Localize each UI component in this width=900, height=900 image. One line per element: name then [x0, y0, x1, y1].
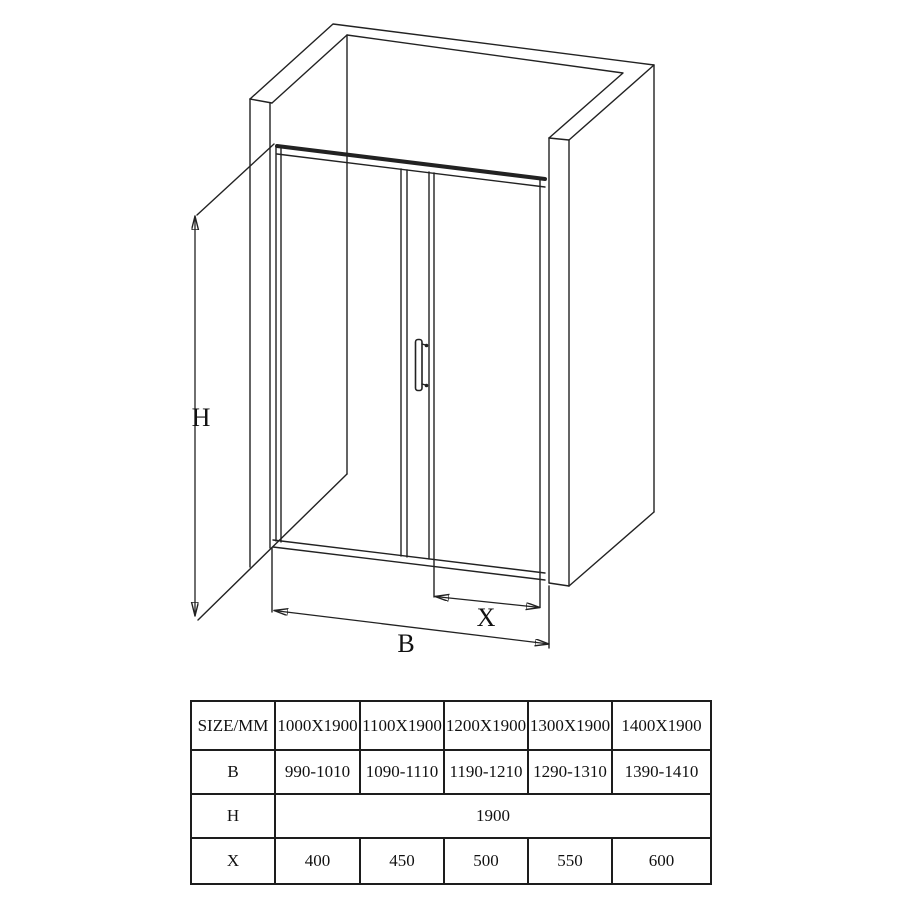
row-label-cell: H: [191, 794, 275, 838]
table-cell: 1900: [275, 794, 711, 838]
top-header-frame: [250, 24, 654, 140]
table-cell: 990-1010: [275, 750, 360, 794]
table-cell: 600: [612, 838, 711, 884]
table-row-b: [191, 750, 711, 794]
table-cell: 1190-1210: [444, 750, 528, 794]
dimension-x: [435, 597, 540, 633]
left-wall-panel: [250, 99, 270, 567]
table-header-cell: 1400X1900: [612, 701, 711, 750]
dimension-h: [192, 216, 211, 616]
dimension-x-label: X: [476, 603, 496, 632]
table-cell: 1390-1410: [612, 750, 711, 794]
table-row-x: [191, 838, 711, 884]
table-header-cell: 1100X1900: [360, 701, 444, 750]
table-header-row: [191, 701, 711, 750]
table-header-cell: 1000X1900: [275, 701, 360, 750]
right-wall-panel: [549, 65, 654, 586]
table-row-h: [191, 794, 711, 838]
row-label-cell: X: [191, 838, 275, 884]
table-cell: 500: [444, 838, 528, 884]
swing-panel: [197, 144, 274, 215]
back-inner-edge: [198, 35, 347, 620]
table-header-cell: SIZE/MM: [191, 701, 275, 750]
table-cell: 550: [528, 838, 612, 884]
dimension-b: [274, 611, 549, 659]
dimension-b-label: B: [397, 629, 415, 658]
table-cell: 1290-1310: [528, 750, 612, 794]
dimension-h-label: H: [191, 403, 211, 432]
sliding-door-assembly: [272, 146, 549, 648]
table-cell: 400: [275, 838, 360, 884]
door-handle: [416, 340, 429, 391]
table-header-cell: 1200X1900: [444, 701, 528, 750]
table-cell: 1090-1110: [360, 750, 444, 794]
table-cell: 450: [360, 838, 444, 884]
table-header-cell: 1300X1900: [528, 701, 612, 750]
row-label-cell: B: [191, 750, 275, 794]
size-table: [190, 700, 712, 885]
